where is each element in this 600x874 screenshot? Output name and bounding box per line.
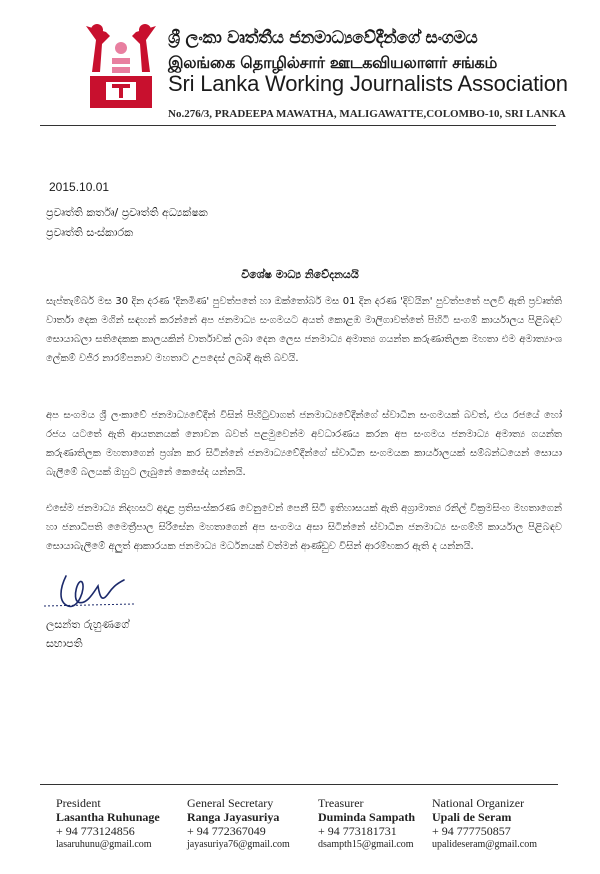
signatory-title: සභාපති: [46, 637, 83, 650]
association-name-sinhala: ශ්‍රී ලංකා වෘත්තීය ජනමාධ්‍යවේදීන්ගේ සංගමය: [168, 28, 478, 48]
officer-email: dsampth15@gmail.com: [318, 839, 414, 850]
officer-name: Ranga Jayasuriya: [187, 810, 280, 824]
association-logo: [82, 22, 160, 112]
officer-phone: + 94 773181731: [318, 824, 397, 838]
officer-email: upalideseram@gmail.com: [432, 839, 538, 850]
signatory-name: ලසන්ත රුහුණගේ: [46, 618, 130, 631]
officer-email: lasaruhunu@gmail.com: [56, 839, 152, 850]
letter-subject: විශේෂ මාධ්‍ය නිවේදනයයි: [241, 268, 359, 281]
footer-officer: [318, 796, 415, 852]
footer-officer: [432, 796, 537, 852]
officer-role: National Organizer: [432, 796, 525, 810]
body-paragraph: එසේම ජනමාධ්‍ය නිදහසට අදාළ ප්‍රතිසංස්කරණ වෙනුවෙන් පෙනී සිටි ඉතිහාසයක් ඇති අග්‍රාමාත්‍ය රනිල් වික්‍රමසිංහ මහතාගෙන් හා ජනාධිපති මෛත්‍රීපාල සිරිසේන මහතාගෙන් අප සංගමය අසා සිටින්නේ ස්වාධීන ජනමාධ්‍ය සංගම්හි කාර්යාල පිළිබඳව සොයාබැලීමේ අලුත් ආකාරයක ජනමාධ්‍ය මර්ධනයක් වත්මන් ආණ්ඩුව විසින් ආරම්භකර ඇති ද යන්නයි.: [46, 503, 562, 552]
footer-officer: [56, 796, 160, 852]
association-name-english: Sri Lanka Working Journalists Association: [168, 71, 568, 96]
header-divider: [40, 125, 556, 126]
body-paragraph: අප සංගමය ශ්‍රී ලංකාවේ ජනමාධ්‍යවේදීන් විසින් පිහිටුවාගත් ජනමාධ්‍යවේදීන්ගේ ස්වාධීන සංගමයක් බවත්, එය රජයේ හෝ රජය යටතේ ඇති ආයතනයක් නොවන බවත් පළමුවෙන්ම අවධාරණය කරන අප සංගමය ජනමාධ්‍ය අමාත්‍ය ගයන්ත කරුණාතිලක මහතාගෙන් ප්‍රශ්න කර සිටින්නේ ජනමාධ්‍යවේදීන්ගේ ස්වාධීන සංගමයක කාර්යාලයක් සම්බන්ධයෙන් සොයා බැලීමේ බලයක් ඔහුට ලැබුනේ කෙසේද යන්නයි.: [46, 410, 562, 478]
officer-phone: + 94 773124856: [56, 824, 135, 838]
recipient-line: ප්‍රවෘත්ති කර්තෘ/ ප්‍රවෘත්ති අධ්‍යක්ෂක: [46, 206, 208, 219]
letter-date: 2015.10.01: [49, 180, 110, 194]
footer-officer: [187, 796, 290, 852]
association-address: No.276/3, PRADEEPA MAWATHA, MALIGAWATTE,COLOMBO-10, SRI LANKA: [168, 108, 566, 120]
association-name-tamil: இலங்கை தொழில்சார் ஊடகவியலாளர் சங்கம்: [168, 53, 498, 72]
officer-role: Treasurer: [318, 796, 364, 810]
officer-name: Upali de Seram: [432, 810, 512, 824]
officer-role: General Secretary: [187, 796, 274, 810]
officer-phone: + 94 777750857: [432, 824, 511, 838]
body-paragraph: සැප්තැම්බර් මස 30 දින දරණ 'දිනමිණ' පුවත්පතේ හා ඔක්තෝබර් මස 01 දින දරණ 'දිවයින' පුවත්පතේ පලවී ඇති ප්‍රවෘත්ති වාර්තා දෙක මගින් සඳහන් කරන්නේ අප ජනමාධ්‍ය සංගමයට අයත් කොළඹ මාලිගාවත්තේ පිහිටි සංගම් කාර්යාලය පිළිබඳව සොයාබලා සතිදෙකක කාලයකින් වාර්තාවක් ලබා දෙන ලෙස ජනමාධ්‍ය අමාත්‍ය ගයන්ත කරුණාතිලක මහතා එම අමාත්‍යාංශ ලේකම් වජිර නාරම්පනාව මහතාට උපදෙස් ලබාදී ඇති බවයි.: [46, 296, 562, 364]
officer-phone: + 94 772367049: [187, 824, 266, 838]
officer-email: jayasuriya76@gmail.com: [187, 839, 290, 850]
footer-divider: [40, 784, 558, 785]
officer-role: President: [56, 796, 101, 810]
handwritten-signature: [38, 568, 138, 618]
officer-name: Duminda Sampath: [318, 810, 416, 824]
recipient-line: ප්‍රවෘත්ති සංස්කාරක: [46, 226, 134, 239]
officer-name: Lasantha Ruhunage: [56, 810, 160, 824]
